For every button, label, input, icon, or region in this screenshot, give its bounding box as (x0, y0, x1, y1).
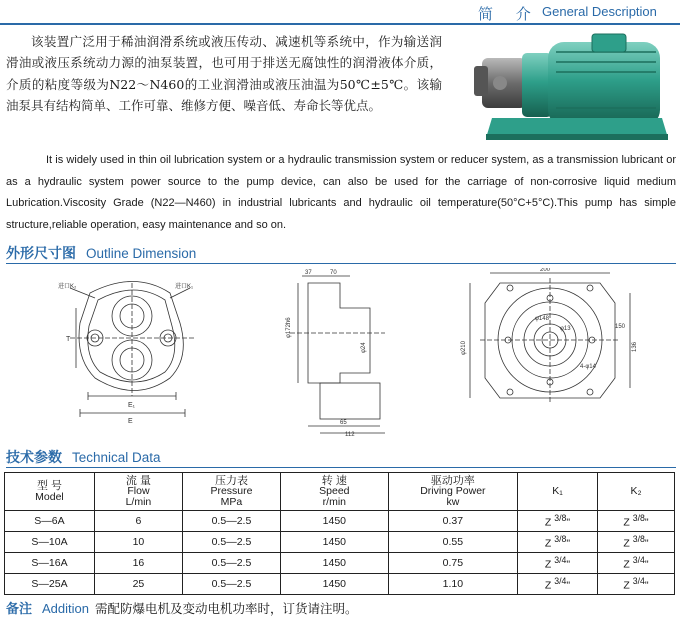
label-4-14: 4-φ14 (580, 364, 596, 370)
cell-pressure: 0.5—2.5 (182, 511, 280, 532)
cell-speed: 1450 (280, 532, 388, 553)
label-112: 112 (345, 432, 355, 438)
cell-speed: 1450 (280, 553, 388, 574)
header-divider (0, 23, 680, 25)
table-row (5, 574, 675, 595)
cell-k2: Z $^{3/8}$" (597, 511, 674, 532)
cell-k1: Z $^{3/4}$" (518, 553, 598, 574)
note-title-zh: 备注 (6, 602, 33, 617)
table-row (5, 553, 675, 574)
note-text: 需配防爆电机及变动电机功率时，订货请注明。 (95, 601, 358, 616)
outline-drawings (40, 268, 660, 438)
tech-divider (6, 467, 676, 468)
label-172: φ172h6 (286, 317, 292, 338)
cell-power: 0.75 (388, 553, 517, 574)
cell-flow: 10 (94, 532, 182, 553)
cell-model: S—25A (5, 574, 95, 595)
cell-flow: 25 (94, 574, 182, 595)
label-200: 200 (540, 268, 551, 273)
label-t: T (66, 336, 71, 343)
cell-pressure: 0.5—2.5 (182, 574, 280, 595)
cell-pressure: 0.5—2.5 (182, 553, 280, 574)
th-speed: 转 速 Speed r/min (280, 473, 388, 511)
pump-motor-image (452, 28, 676, 148)
cell-speed: 1450 (280, 574, 388, 595)
side-view (286, 270, 385, 438)
tech-section-title (6, 447, 161, 467)
cell-speed: 1450 (280, 511, 388, 532)
cell-k2: Z $^{3/4}$" (597, 553, 674, 574)
table-header-row (5, 473, 675, 511)
label-136: 136 (632, 341, 638, 352)
label-13: φ13 (560, 326, 571, 332)
label-k1: 进口K₁ (175, 284, 194, 290)
outline-section-title (6, 243, 196, 263)
cell-power: 0.37 (388, 511, 517, 532)
header (0, 0, 680, 24)
th-model: 型 号 Model (5, 473, 95, 511)
th-power: 驱动功率 Driving Power kw (388, 473, 517, 511)
intro-chinese: 该装置广泛用于稀油润滑系统或液压传动、减速机等系统中，作为输送润滑油或液压系统动力源的油泵装置，也可用于排送无腐蚀性的润滑液体介质，介质的粘度等级为N22～N460的工业润滑油或液压油温为50℃±5℃。该输油泵具有结构简单、工作可靠、维修方便、噪音低、寿命长等优点。 (6, 34, 442, 113)
th-pressure: 压力表 Pressure MPa (182, 473, 280, 511)
note-title-en: Addition (42, 601, 89, 616)
intro-english: It is widely used in thin oil lubrication system or a hydraulic transmission system or reducer system, as a transmission lubricant or as a hydraulic system power source to the pump device, can also be used for the carriage of non-corrosive liquid medium Lubrication.Viscosity Grade (N22—N460) in industrial lubricants and hydraulic oil temperature(50°C+5°C).This pump has simple structure,reliable operation, easy maintenance and so on. (6, 154, 676, 231)
front-view (58, 282, 195, 426)
label-150: 150 (615, 324, 626, 330)
outline-title-en: Outline Dimension (86, 246, 197, 261)
th-k1: K₁ (518, 473, 598, 511)
label-e: E (128, 418, 133, 425)
cell-model: S—16A (5, 553, 95, 574)
cell-k1: Z $^{3/8}$" (518, 532, 598, 553)
header-title-en: General Description (542, 4, 657, 19)
outline-divider (6, 263, 676, 264)
outline-title-zh: 外形尺寸图 (6, 246, 76, 262)
tech-title-zh: 技术参数 (6, 450, 62, 466)
cell-model: S—6A (5, 511, 95, 532)
cell-flow: 16 (94, 553, 182, 574)
cell-model: S—10A (5, 532, 95, 553)
cell-k1: Z $^{3/4}$" (518, 574, 598, 595)
label-70: 70 (330, 270, 337, 276)
table-row (5, 532, 675, 553)
label-37: 37 (305, 270, 312, 276)
cell-pressure: 0.5—2.5 (182, 532, 280, 553)
label-24: φ24 (361, 342, 367, 353)
note (6, 598, 358, 617)
cell-power: 1.10 (388, 574, 517, 595)
table-row (5, 511, 675, 532)
header-title-zh: 简 介 (478, 5, 540, 23)
tech-table (4, 472, 675, 595)
th-k2: K₂ (597, 473, 674, 511)
flange-view (461, 268, 638, 403)
cell-k2: Z $^{3/4}$" (597, 574, 674, 595)
label-210: φ210 (461, 341, 467, 355)
label-e1: E₁ (128, 402, 136, 409)
label-65: 65 (340, 420, 347, 426)
label-k2: 进口K₂ (58, 284, 77, 290)
cell-k2: Z $^{3/8}$" (597, 532, 674, 553)
cell-k1: Z $^{3/8}$" (518, 511, 598, 532)
cell-power: 0.55 (388, 532, 517, 553)
tech-title-en: Technical Data (72, 450, 161, 465)
label-148: φ148 (535, 316, 549, 322)
th-flow: 流 量 Flow L/min (94, 473, 182, 511)
cell-flow: 6 (94, 511, 182, 532)
